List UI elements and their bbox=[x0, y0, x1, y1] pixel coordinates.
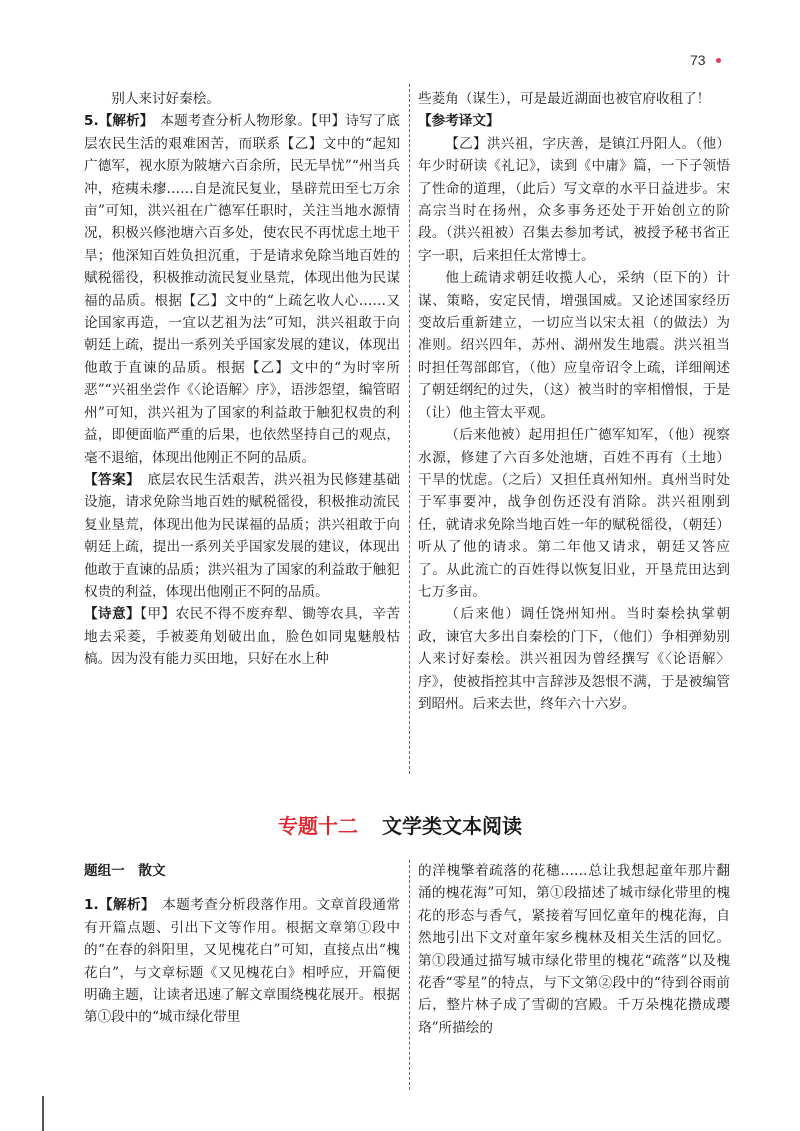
poem-meaning bbox=[84, 603, 400, 670]
column-divider-top bbox=[409, 84, 410, 774]
q1-label: 【解析】 bbox=[98, 897, 156, 914]
q5-text: 本题考查分析人物形象。【甲】诗写了底层农民生活的艰难困苦，而联系【乙】文中的“起知广德军，视水原为陂塘六百余所，民无旱忧”“州当兵冲，疮痍未瘳……自是流民复业，垦辟荒田至七万余亩”可知，洪兴祖在广德军任职时，关注当地水源情况，积极兴修池塘六百多处，使农民不再忧虑土地干旱；他深知百姓负担沉重，于是请求免除当地百姓的赋税徭役，积极推动流民复业垦荒，体现出他为民谋福的品质。根据【乙】文中的“上疏乞收人心……又论国家再造，一宜以艺祖为法”可知，洪兴祖敢于向朝廷上疏，提出一系列关乎国家发展的建议，体现出他敢于直谏的品质。根据【乙】文中的“为时宰所恶”“兴祖坐尝作《〈论语解〉序》，语涉怨望，编管昭州”可知，洪兴祖为了国家的利益敢于触犯权贵的利益，即便面临严重的后果，也依然坚持自己的观点，毫不退缩，体现出他刚正不阿的品质。 bbox=[84, 113, 401, 466]
q5-number: 5. bbox=[84, 113, 99, 130]
translation-paragraph-1: 【乙】洪兴祖，字庆善，是镇江丹阳人。（他）年少时研读《礼记》，读到《中庸》篇，一下子领悟了性命的道理，（此后）写文章的水平日益进步。宋高宗当时在扬州，众多事务还处于开始创立的阶段。（洪兴祖被）召集去参加考试，被授予秘书省正字一职，后来担任太常博士。 bbox=[418, 135, 730, 264]
q1-continuation: 的洋槐擎着疏落的花穗……总让我想起童年那片翻涌的槐花海”可知，第①段描述了城市绿化带里的槐花的形态与香气，紧接着写回忆童年的槐花海，自然地引出下文对童年家乡槐林及相关生活的回忆。第①段通过描写城市绿化带里的槐花“疏落”以及槐花香“零星”的特点，与下文第②段中的“待到谷雨前后，整片林子成了雪砌的宫殿。千万朵槐花攒成璎珞”所描绘的 bbox=[418, 863, 730, 1036]
answer-text: 底层农民生活艰苦，洪兴祖为民修建基础设施，请求免除当地百姓的赋税徭役，积极推动流民复业垦荒，体现出他为民谋福的品质；洪兴祖敢于向朝廷上疏，提出一系列关乎国家发展的建议，体现出他敢于直谏的品质；洪兴祖为了国家的利益敢于触犯权贵的利益，体现出他刚正不阿的品质。 bbox=[84, 471, 400, 600]
q1-number: 1. bbox=[84, 897, 99, 914]
group-subheading: 题组一 散文 bbox=[84, 863, 166, 879]
column-divider-bottom bbox=[409, 860, 410, 1090]
translation-paragraph-4: （后来他）调任饶州知州。当时秦桧执掌朝政，谏官大多出自秦桧的门下，（他们）争相弹劾别人来讨好秦桧。洪兴祖因为曾经撰写《〈论语解〉序》，使被指控其中言辞涉及怨恨不满，于是被编管到昭州。后来去世，终年六十六岁。 bbox=[418, 606, 730, 712]
bottom-right-column bbox=[418, 860, 730, 1039]
bottom-left-column bbox=[84, 860, 400, 1029]
reference-translation-label: 【参考译文】 bbox=[418, 113, 500, 130]
poem-text: 【甲】农民不得不废弃犁、锄等农具，辛苦地去采菱，手被菱角划破出血，脸色如同鬼魅般枯槁。因为没有能力买田地，只好在水上种 bbox=[84, 606, 400, 668]
section-title: 文学类文本阅读 bbox=[382, 814, 522, 838]
carryover-text: 别人来讨好秦桧。 bbox=[111, 91, 220, 107]
poem-continuation: 些菱角（谋生），可是最近湖面也被官府收租了！ bbox=[418, 91, 711, 107]
q1-analysis bbox=[84, 894, 400, 1028]
q5-analysis bbox=[84, 110, 400, 469]
answer-label: 【答案】 bbox=[84, 471, 141, 488]
section-heading bbox=[0, 810, 800, 839]
poem-label: 【诗意】 bbox=[84, 606, 141, 623]
binding-edge-mark bbox=[42, 1096, 44, 1131]
top-left-column bbox=[84, 88, 400, 671]
q5-answer bbox=[84, 469, 400, 603]
translation-paragraph-3: （后来他被）起用担任广德军知军，（他）视察水源，修建了六百多处池塘，百姓不再有（土地）干旱的忧虑。（之后）又担任真州知州。真州当时处于军事要冲，战争创伤还没有消除。洪兴祖刚到任，就请求免除当地百姓一年的赋税徭役，（朝廷）听从了他的请求。第二年他又请求，朝廷又答应了。从此流亡的百姓得以恢复旧业，开垦荒田达到七万多亩。 bbox=[418, 427, 730, 600]
q1-text: 本题考查分析段落作用。文章首段通常有开篇点题、引出下文等作用。根据文章第①段中的“在春的斜阳里，又见槐花白”可知，直接点出“槐花白”，与文章标题《又见槐花白》相呼应，开篇便明确主题，让读者迅速了解文章围绕槐花展开。根据第①段中的“城市绿化带里 bbox=[84, 897, 401, 1026]
top-right-column bbox=[418, 88, 730, 715]
q5-label: 【解析】 bbox=[98, 113, 154, 130]
section-number: 专题十二 bbox=[278, 814, 358, 838]
page-number: 73 bbox=[690, 52, 706, 68]
translation-paragraph-2: 他上疏请求朝廷收揽人心，采纳（臣下的）计谋、策略，安定民情，增强国威。又论述国家经历变故后重新建立，一切应当以宋太祖（的做法）为准则。绍兴四年，苏州、湖州发生地震。洪兴祖当时担任驾部郎官，（他）应皇帝诏令上疏，详细阐述了朝廷纲纪的过失，（这）被当时的宰相憎恨，于是（让）他主管太平观。 bbox=[418, 270, 730, 421]
page-number-dot bbox=[716, 58, 721, 63]
